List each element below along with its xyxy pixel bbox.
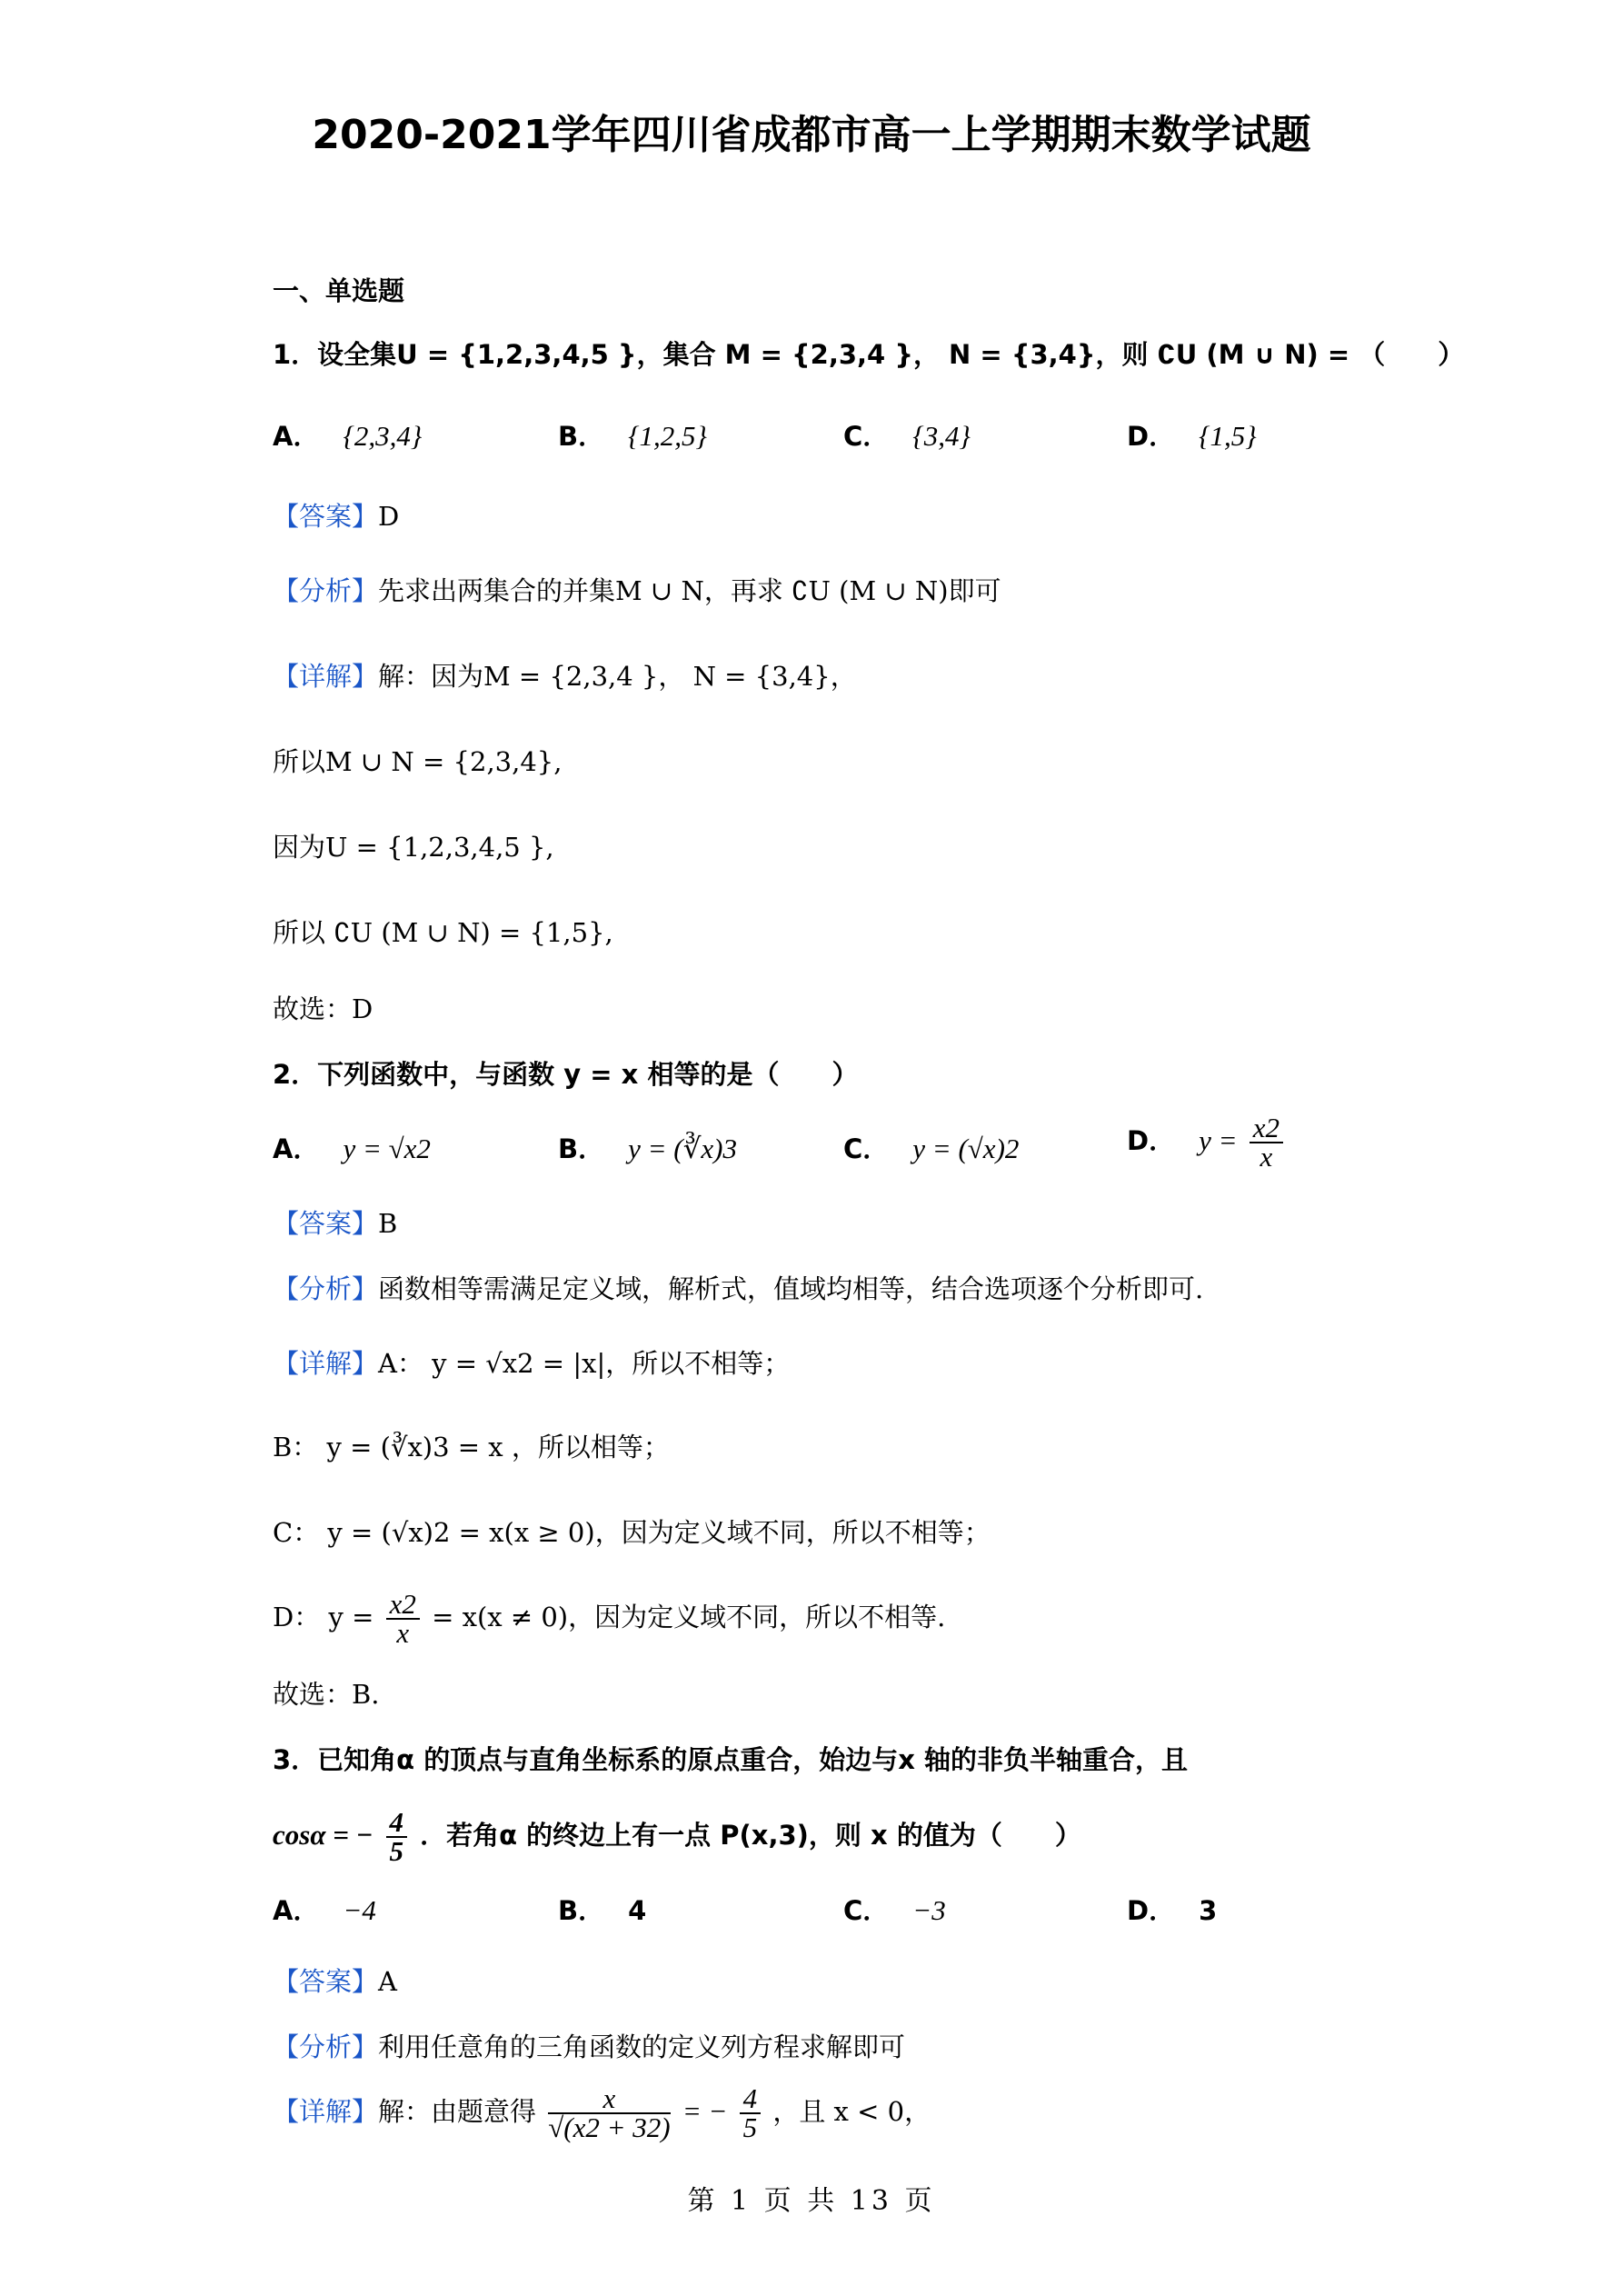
q2-stem: 2．下列函数中，与函数 y = x 相等的是（ ） [273, 1059, 859, 1090]
q1-stem: 1．设全集U = {1,2,3,4,5 }，集合 M = {2,3,4 }， N = {3,4}，则 ∁U (M ∪ N) = （ ） [273, 339, 1465, 370]
section-heading: 一、单选题 [273, 275, 405, 306]
q3-analysis: 【分析】利用任意角的三角函数的定义列方程求解即可 [273, 2031, 906, 2062]
q1-conclusion: 故选：D [273, 993, 373, 1024]
q3-option-a: A． −4 [273, 1894, 376, 1926]
q1-answer: 【答案】D [273, 501, 400, 532]
q3-detail: 【详解】解：由题意得 $\frac{x}{√(x2 + 32)}$ = − $\frac{4}{5}$ ，且 x < 0， [273, 2082, 931, 2143]
q2-detail-line-c: C： y = (√x)2 = x(x ≥ 0)，因为定义域不同，所以不相等； [273, 1517, 991, 1548]
q1-option-d: D． {1,5} [1127, 420, 1257, 452]
q1-option-c: C． {3,4} [843, 420, 971, 452]
q2-analysis: 【分析】函数相等需满足定义域，解析式，值域均相等，结合选项逐个分析即可. [273, 1273, 1204, 1304]
q3-stem-fraction: $\frac{4}{5}$ [386, 1809, 408, 1865]
q3-stem-line-2: cosα = − $\frac{4}{5}$ ．若角α 的终边上有一点 P(x,3)，则 x 的值为（ ） [273, 1806, 1081, 1867]
q1-option-a: A． {2,3,4} [273, 420, 423, 452]
q3-stem-line-1: 3．已知角α 的顶点与直角坐标系的原点重合，始边与x 轴的非负半轴重合，且 [273, 1744, 1189, 1775]
q2-line-d-fraction: $\frac{x2}{x}$ [386, 1591, 420, 1647]
q3-option-b: B． 4 [558, 1895, 647, 1926]
q1-detail-line-2: 因为U = {1,2,3,4,5 }, [273, 832, 554, 863]
q1-analysis: 【分析】先求出两集合的并集M ∪ N，再求 ∁U (M ∪ N)即可 [273, 575, 1001, 606]
q3-detail-fraction-2: $\frac{4}{5}$ [740, 2085, 762, 2141]
q2-option-d: D． y = $\frac{x2}{x}$ [1127, 1114, 1287, 1171]
q2-answer: 【答案】B [273, 1208, 398, 1239]
q1-detail-line-3: 所以 ∁U (M ∪ N) = {1,5}, [273, 917, 613, 948]
page-footer: 第 1 页 共 13 页 [687, 2185, 936, 2217]
q2-option-d-fraction: $\frac{x2}{x}$ [1250, 1114, 1283, 1171]
q3-option-d: D． 3 [1127, 1895, 1218, 1926]
q2-option-a: A． y = √x2 [273, 1133, 431, 1164]
q2-option-c: C． y = (√x)2 [843, 1133, 1020, 1164]
q2-conclusion: 故选：B. [273, 1679, 380, 1710]
q2-detail-line-d: D： y = $\frac{x2}{x}$ = x(x ≠ 0)，因为定义域不同，所以不相等. [273, 1588, 946, 1649]
q2-option-b: B． y = (∛x)3 [558, 1133, 737, 1164]
q3-answer: 【答案】A [273, 1966, 397, 1997]
page-title: 2020-2021学年四川省成都市高一上学期期末数学试题 [312, 112, 1311, 158]
q1-option-b: B． {1,2,5} [558, 420, 707, 452]
q2-detail-line-b: B： y = (∛x)3 = x ，所以相等； [273, 1432, 670, 1462]
q3-option-c: C． −3 [843, 1894, 946, 1926]
q2-detail: 【详解】A： y = √x2 = |x|，所以不相等； [273, 1348, 791, 1379]
q1-detail-line-1: 所以M ∪ N = {2,3,4}, [273, 746, 563, 777]
q3-detail-fraction-1: $\frac{x}{√(x2 + 32)}$ [548, 2082, 671, 2143]
q1-detail: 【详解】解：因为M = {2,3,4 }， N = {3,4}， [273, 661, 857, 692]
